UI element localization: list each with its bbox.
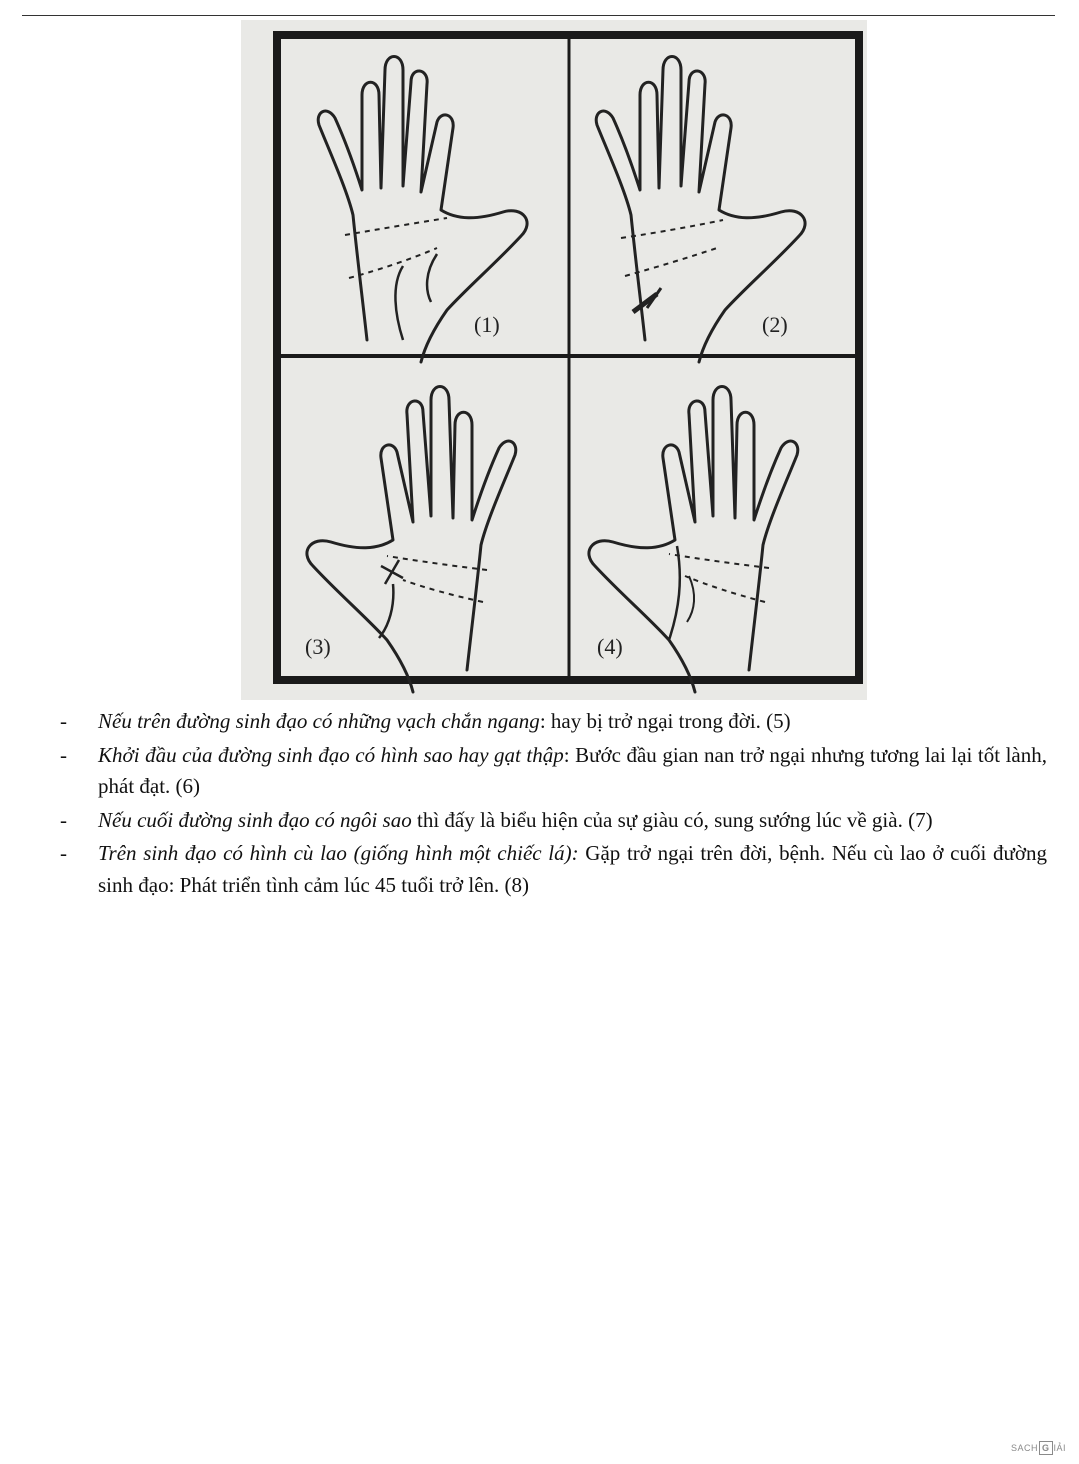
palm-diagram xyxy=(241,20,867,700)
bullet-list xyxy=(60,706,1047,903)
bullet-dash: - xyxy=(60,807,67,832)
bullet-normal-text: thì đấy là biểu hiện của sự giàu có, sung sướng lúc về già. (7) xyxy=(411,807,933,832)
bullet-italic-text: Nếu trên đường sinh đạo có những vạch chắn ngang xyxy=(98,709,540,733)
logo-text-left: SACH xyxy=(1011,1443,1039,1453)
top-rule xyxy=(22,15,1055,16)
hand-panel-3 xyxy=(307,387,516,693)
bullet-italic-text: Khởi đầu của đường sinh đạo có hình sao hay gạt thập xyxy=(98,742,564,767)
bullet-normal-text: : hay bị trở ngại trong đời. (5) xyxy=(539,709,791,733)
palmistry-figure xyxy=(241,20,867,700)
panel-label-3: (3) xyxy=(305,634,331,659)
bullet-dash: - xyxy=(60,742,67,767)
bullet-dash: - xyxy=(60,841,67,865)
bullet-item-7 xyxy=(60,805,1047,837)
bullet-item-8 xyxy=(60,838,1047,901)
panel-label-1: (1) xyxy=(474,312,500,337)
panel-label-4: (4) xyxy=(597,634,623,659)
sachgiai-logo xyxy=(1011,1441,1066,1455)
bullet-item-6 xyxy=(60,740,1047,803)
panel-label-2: (2) xyxy=(762,312,788,337)
logo-box-letter: G xyxy=(1039,1441,1053,1455)
bullet-italic-text: Trên sinh đạo có hình cù lao (giống hình một chiếc lá): xyxy=(98,841,579,865)
logo-text-right: IẢI xyxy=(1053,1443,1067,1453)
bullet-normal-text: Gặp trở ngại trên đời, bệnh. Nếu cù lao ở cuối đường sinh đạo: Phát triển tình cảm lúc 45 tuổi trở lên. (8) xyxy=(98,841,1047,897)
bullet-dash: - xyxy=(60,709,67,733)
bullet-item-5 xyxy=(60,706,1047,738)
bullet-italic-text: Nếu cuối đường sinh đạo có ngôi sao xyxy=(98,807,412,832)
bullet-normal-text: : Bước đầu gian nan trở ngại nhưng tương lai lại tốt lành, phát đạt. (6) xyxy=(98,742,1047,798)
